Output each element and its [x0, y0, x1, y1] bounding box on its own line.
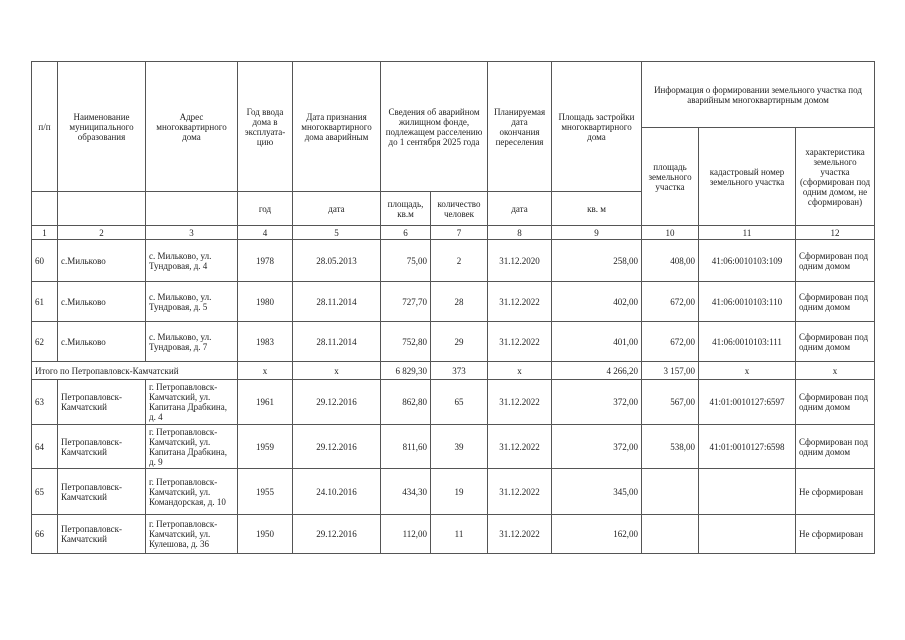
row-municipality: с.Мильково [58, 322, 146, 362]
header-land-info: Информация о формировании земельного участка под аварийным многоквартирным домом [642, 62, 875, 128]
header-fund-info: Сведения об аварийном жилищном фонде, подлежащем расселению до 1 сентября 2025 года [381, 62, 488, 192]
total-year: х [238, 362, 293, 380]
row-address: с. Мильково, ул. Тундровая, д. 5 [146, 282, 238, 322]
row-land: 672,00 [642, 322, 699, 362]
table-row [32, 425, 875, 469]
row-status: Сформирован под одним домом [796, 282, 875, 322]
total-built: 4 266,20 [552, 362, 642, 380]
row-status: Не сформирован [796, 469, 875, 515]
row-built: 401,00 [552, 322, 642, 362]
row-date: 28.05.2013 [293, 240, 381, 282]
table-row [32, 240, 875, 282]
row-people: 2 [431, 240, 488, 282]
col-number: 6 [381, 226, 431, 240]
row-people: 11 [431, 515, 488, 554]
row-municipality: с.Мильково [58, 282, 146, 322]
col-number: 10 [642, 226, 699, 240]
row-area: 752,80 [381, 322, 431, 362]
row-address: г. Петропавловск-Камчатский, ул. Кулешова, д. 36 [146, 515, 238, 554]
unit-built: кв. м [552, 192, 642, 226]
row-year: 1950 [238, 515, 293, 554]
row-status: Сформирован под одним домом [796, 322, 875, 362]
row-date: 28.11.2014 [293, 282, 381, 322]
row-cadastral [699, 469, 796, 515]
row-area: 112,00 [381, 515, 431, 554]
row-land: 672,00 [642, 282, 699, 322]
row-num: 63 [32, 380, 58, 425]
col-number: 2 [58, 226, 146, 240]
row-date: 24.10.2016 [293, 469, 381, 515]
row-area: 75,00 [381, 240, 431, 282]
row-land [642, 469, 699, 515]
row-municipality: Петропавловск-Камчатский [58, 425, 146, 469]
row-address: с. Мильково, ул. Тундровая, д. 4 [146, 240, 238, 282]
row-year: 1961 [238, 380, 293, 425]
row-cadastral: 41:06:0010103:109 [699, 240, 796, 282]
row-planned: 31.12.2022 [488, 282, 552, 322]
row-address: г. Петропавловск-Камчатский, ул. Командорская, д. 10 [146, 469, 238, 515]
column-numbers-row [32, 226, 875, 240]
row-num: 60 [32, 240, 58, 282]
unit-area: площадь, кв.м [381, 192, 431, 226]
row-cadastral: 41:01:0010127:6598 [699, 425, 796, 469]
table-row [32, 469, 875, 515]
row-cadastral: 41:06:0010103:111 [699, 322, 796, 362]
unit-people: количество человек [431, 192, 488, 226]
row-cadastral: 41:01:0010127:6597 [699, 380, 796, 425]
header-built-area: Площадь застройки многоквартирного дома [552, 62, 642, 192]
row-built: 258,00 [552, 240, 642, 282]
row-address: г. Петропавловск-Камчатский, ул. Капитана Драбкина, д. 9 [146, 425, 238, 469]
table-row [32, 380, 875, 425]
row-built: 372,00 [552, 380, 642, 425]
row-land: 408,00 [642, 240, 699, 282]
row-municipality: Петропавловск-Камчатский [58, 515, 146, 554]
total-planned: х [488, 362, 552, 380]
row-year: 1983 [238, 322, 293, 362]
row-built: 345,00 [552, 469, 642, 515]
row-year: 1978 [238, 240, 293, 282]
col-number: 1 [32, 226, 58, 240]
unit-empty [32, 192, 58, 226]
col-number: 7 [431, 226, 488, 240]
row-municipality: с.Мильково [58, 240, 146, 282]
col-number: 9 [552, 226, 642, 240]
row-status: Сформирован под одним домом [796, 425, 875, 469]
row-area: 811,60 [381, 425, 431, 469]
total-people: 373 [431, 362, 488, 380]
col-number: 11 [699, 226, 796, 240]
unit-empty [58, 192, 146, 226]
row-planned: 31.12.2020 [488, 240, 552, 282]
row-status: Сформирован под одним домом [796, 240, 875, 282]
row-land [642, 515, 699, 554]
col-number: 4 [238, 226, 293, 240]
total-status: х [796, 362, 875, 380]
total-cadastral: х [699, 362, 796, 380]
header-num: п/п [32, 62, 58, 192]
row-year: 1955 [238, 469, 293, 515]
table-row [32, 515, 875, 554]
row-date: 29.12.2016 [293, 380, 381, 425]
header-cadastral: кадастровый номер земельного участка [699, 128, 796, 226]
total-area: 6 829,30 [381, 362, 431, 380]
header-year: Год ввода дома в эксплуата-цию [238, 62, 293, 192]
unit-date: дата [293, 192, 381, 226]
row-planned: 31.12.2022 [488, 469, 552, 515]
header-land-area: площадь земельного участка [642, 128, 699, 226]
total-label: Итого по Петропавловск-Камчатский [32, 362, 238, 380]
row-planned: 31.12.2022 [488, 425, 552, 469]
row-status: Не сформирован [796, 515, 875, 554]
row-people: 19 [431, 469, 488, 515]
unit-year: год [238, 192, 293, 226]
row-date: 28.11.2014 [293, 322, 381, 362]
header-municipality: Наименование муниципального образования [58, 62, 146, 192]
row-date: 29.12.2016 [293, 515, 381, 554]
row-num: 61 [32, 282, 58, 322]
row-planned: 31.12.2022 [488, 515, 552, 554]
row-cadastral [699, 515, 796, 554]
header-land-status: характеристика земельного участка (сформирован под одним домом, не сформирован) [796, 128, 875, 226]
row-address: с. Мильково, ул. Тундровая, д. 7 [146, 322, 238, 362]
row-num: 65 [32, 469, 58, 515]
table-row [32, 282, 875, 322]
row-planned: 31.12.2022 [488, 322, 552, 362]
housing-table [31, 61, 875, 554]
row-people: 65 [431, 380, 488, 425]
row-people: 29 [431, 322, 488, 362]
row-area: 862,80 [381, 380, 431, 425]
col-number: 8 [488, 226, 552, 240]
header-address: Адрес многоквартирного дома [146, 62, 238, 192]
row-year: 1959 [238, 425, 293, 469]
row-people: 28 [431, 282, 488, 322]
row-num: 62 [32, 322, 58, 362]
row-built: 372,00 [552, 425, 642, 469]
total-date: х [293, 362, 381, 380]
row-address: г. Петропавловск-Камчатский, ул. Капитана Драбкина, д. 4 [146, 380, 238, 425]
row-num: 66 [32, 515, 58, 554]
row-area: 434,30 [381, 469, 431, 515]
row-built: 402,00 [552, 282, 642, 322]
row-area: 727,70 [381, 282, 431, 322]
unit-planned: дата [488, 192, 552, 226]
table-row [32, 322, 875, 362]
unit-empty [146, 192, 238, 226]
row-date: 29.12.2016 [293, 425, 381, 469]
row-built: 162,00 [552, 515, 642, 554]
header-planned-date: Планируемая дата окончания переселения [488, 62, 552, 192]
header-recognition-date: Дата признания многоквартирного дома аварийным [293, 62, 381, 192]
row-municipality: Петропавловск-Камчатский [58, 380, 146, 425]
col-number: 12 [796, 226, 875, 240]
total-land: 3 157,00 [642, 362, 699, 380]
row-status: Сформирован под одним домом [796, 380, 875, 425]
row-people: 39 [431, 425, 488, 469]
row-year: 1980 [238, 282, 293, 322]
row-municipality: Петропавловск-Камчатский [58, 469, 146, 515]
row-land: 567,00 [642, 380, 699, 425]
col-number: 3 [146, 226, 238, 240]
row-planned: 31.12.2022 [488, 380, 552, 425]
total-row [32, 362, 875, 380]
row-num: 64 [32, 425, 58, 469]
row-cadastral: 41:06:0010103:110 [699, 282, 796, 322]
col-number: 5 [293, 226, 381, 240]
row-land: 538,00 [642, 425, 699, 469]
